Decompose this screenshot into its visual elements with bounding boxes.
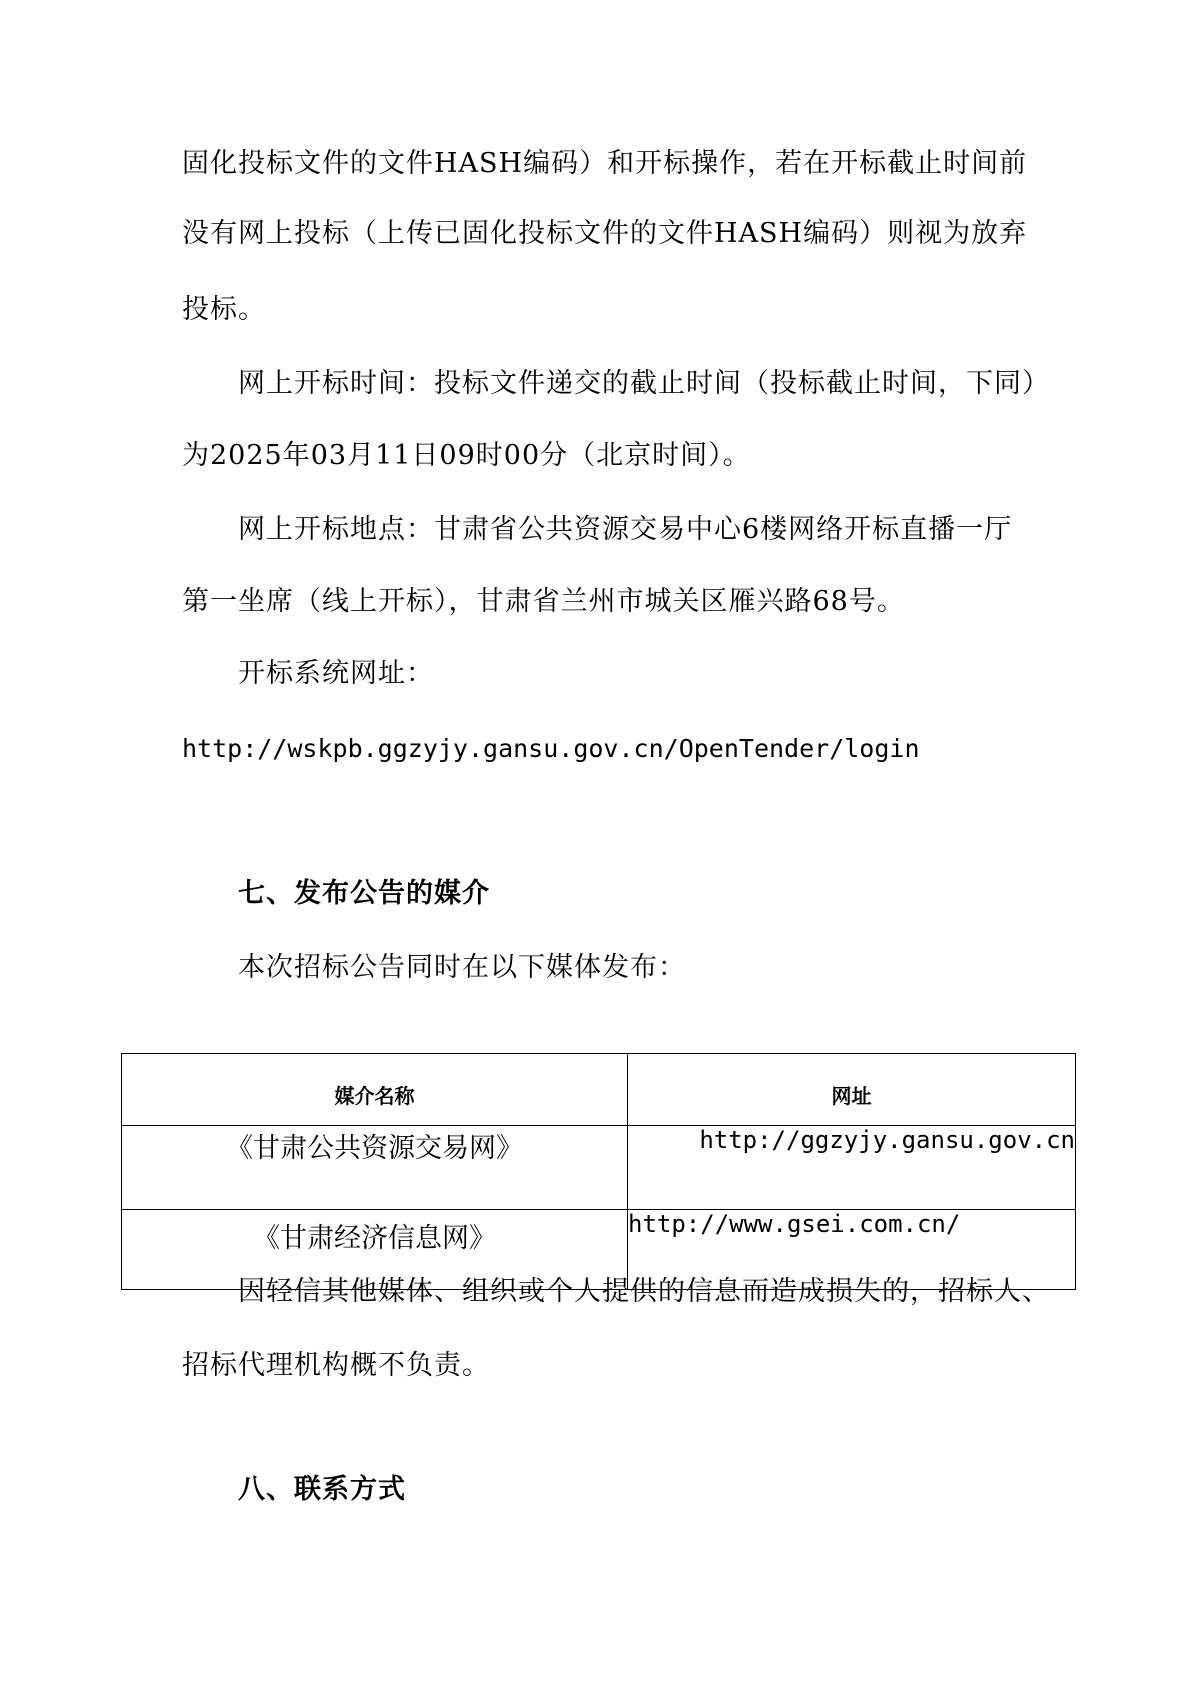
section8-heading: 八、联系方式 — [238, 1474, 406, 1505]
paragraph-line: 投标。 — [182, 294, 266, 325]
table-header-url: 网址 — [628, 1054, 1076, 1126]
paragraph-line: 没有网上投标（上传已固化投标文件的文件HASH编码）则视为放弃 — [182, 218, 1028, 249]
media-table — [121, 1053, 1076, 1290]
open-time-line: 网上开标时间：投标文件递交的截止时间（投标截止时间，下同） — [238, 368, 1050, 399]
disclaimer-line: 因轻信其他媒体、组织或个人提供的信息而造成损失的，招标人、 — [238, 1276, 1050, 1307]
system-url-link[interactable]: http://wskpb.ggzyjy.gansu.gov.cn/OpenTender/login — [182, 734, 920, 763]
disclaimer-line: 招标代理机构概不负责。 — [182, 1350, 490, 1381]
section7-heading: 七、发布公告的媒介 — [238, 878, 490, 909]
table-row — [122, 1126, 1076, 1210]
open-time-line: 为2025年03月11日09时00分（北京时间）。 — [182, 440, 751, 471]
table-header-name: 媒介名称 — [122, 1054, 628, 1126]
media-url-cell[interactable]: http://ggzyjy.gansu.gov.cn — [628, 1126, 1076, 1210]
media-name-cell: 《甘肃公共资源交易网》 — [122, 1126, 628, 1210]
open-location-line: 第一坐席（线上开标），甘肃省兰州市城关区雁兴路68号。 — [182, 586, 905, 617]
paragraph-line: 固化投标文件的文件HASH编码）和开标操作，若在开标截止时间前 — [182, 148, 1028, 179]
open-location-line: 网上开标地点：甘肃省公共资源交易中心6楼网络开标直播一厅 — [238, 514, 1013, 545]
system-url-label: 开标系统网址： — [238, 658, 434, 689]
media-name-cell: 《甘肃经济信息网》 — [122, 1210, 628, 1290]
media-url-cell[interactable]: http://www.gsei.com.cn/ — [628, 1210, 1076, 1290]
section7-intro: 本次招标公告同时在以下媒体发布： — [238, 952, 686, 983]
